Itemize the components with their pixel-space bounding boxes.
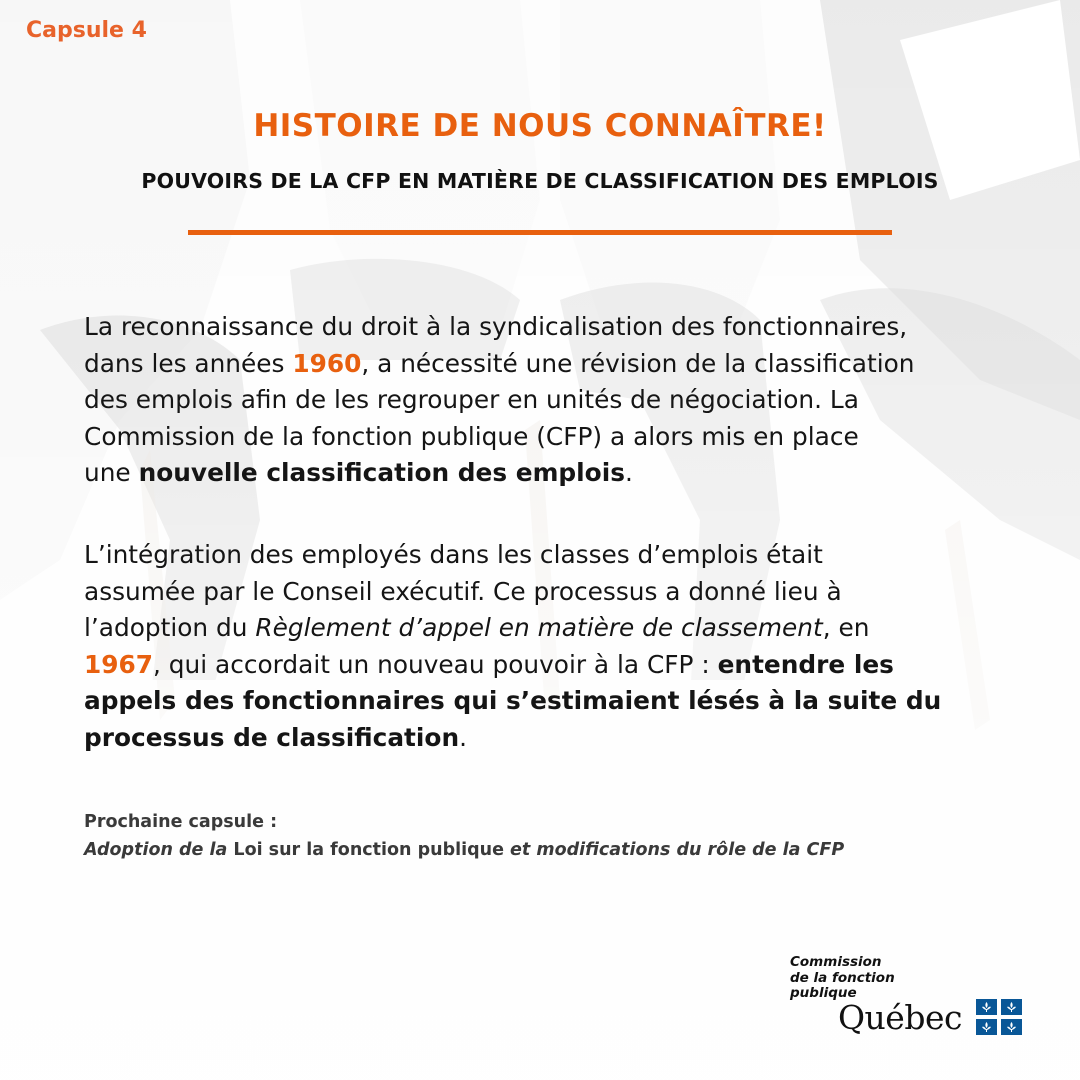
text: La reconnaissance du droit à la syndicalisation des fonctionnaires, <box>84 312 908 341</box>
paragraph-line <box>84 382 1044 419</box>
emphasis-text: processus de classification <box>84 722 460 752</box>
text: et modifications du rôle de la CFP <box>510 840 845 860</box>
text: . <box>624 458 633 488</box>
emphasis-text: appels des fonctionnaires qui s’estimaient lésés à la suite du <box>84 686 942 716</box>
emphasis-text: entendre les <box>717 649 894 679</box>
next-capsule <box>84 808 844 864</box>
org-line: de la fonction <box>790 969 895 986</box>
text: des emplois afin de les regrouper en unités de négociation. La <box>84 385 859 415</box>
text: l’adoption du <box>84 613 256 643</box>
text: . <box>459 722 467 752</box>
paragraph-line <box>84 683 1044 720</box>
quebec-wordmark: Québec <box>838 998 962 1037</box>
org-line: publique <box>790 985 857 1001</box>
text: Loi sur la fonction publique <box>227 840 511 860</box>
paragraph-line <box>84 309 1044 346</box>
text: assumée par le Conseil exécutif. Ce processus a donné lieu à <box>84 576 842 606</box>
text: Adoption de la <box>84 840 228 860</box>
text: Commission de la fonction publique (CFP) a alors mis en place <box>84 421 859 451</box>
title-divider <box>188 230 892 235</box>
year-1967: 1967 <box>84 649 154 679</box>
text: , en <box>822 613 870 643</box>
text: L’intégration des employés dans les classes d’emplois était <box>84 540 823 569</box>
year-1960: 1960 <box>292 348 362 378</box>
text: , qui accordait un nouveau pouvoir à la CFP : <box>153 649 718 679</box>
paragraph-line <box>84 419 1044 456</box>
paragraph-line <box>84 346 1044 383</box>
paragraph-line <box>84 647 1044 684</box>
page-title: HISTOIRE DE NOUS CONNAÎTRE! <box>253 108 827 144</box>
paragraph-line <box>84 574 1044 611</box>
paragraph-line <box>84 720 1044 757</box>
paragraph-line <box>84 455 1044 492</box>
text: une <box>84 458 139 488</box>
paragraph-1 <box>84 309 1044 492</box>
page-subtitle: POUVOIRS DE LA CFP EN MATIÈRE DE CLASSIFICATION DES EMPLOIS <box>141 169 939 193</box>
paragraph-line <box>84 537 1044 574</box>
emphasis-text: nouvelle classification des emplois <box>138 458 625 488</box>
regulation-title: Règlement d’appel en matière de classement <box>255 613 823 643</box>
paragraph-2 <box>84 537 1044 757</box>
org-line: Commission <box>790 954 882 970</box>
fleurdelise-flag-icon <box>976 999 1022 1035</box>
text: dans les années <box>84 348 293 378</box>
organization-name <box>790 955 895 1002</box>
text: , a nécessité une révision de la classification <box>361 348 915 378</box>
capsule-label: Capsule 4 <box>26 18 147 43</box>
cfp-quebec-logo <box>790 955 1040 1045</box>
next-capsule-topic <box>84 836 844 864</box>
next-capsule-label: Prochaine capsule : <box>84 812 278 832</box>
paragraph-line <box>84 610 1044 647</box>
